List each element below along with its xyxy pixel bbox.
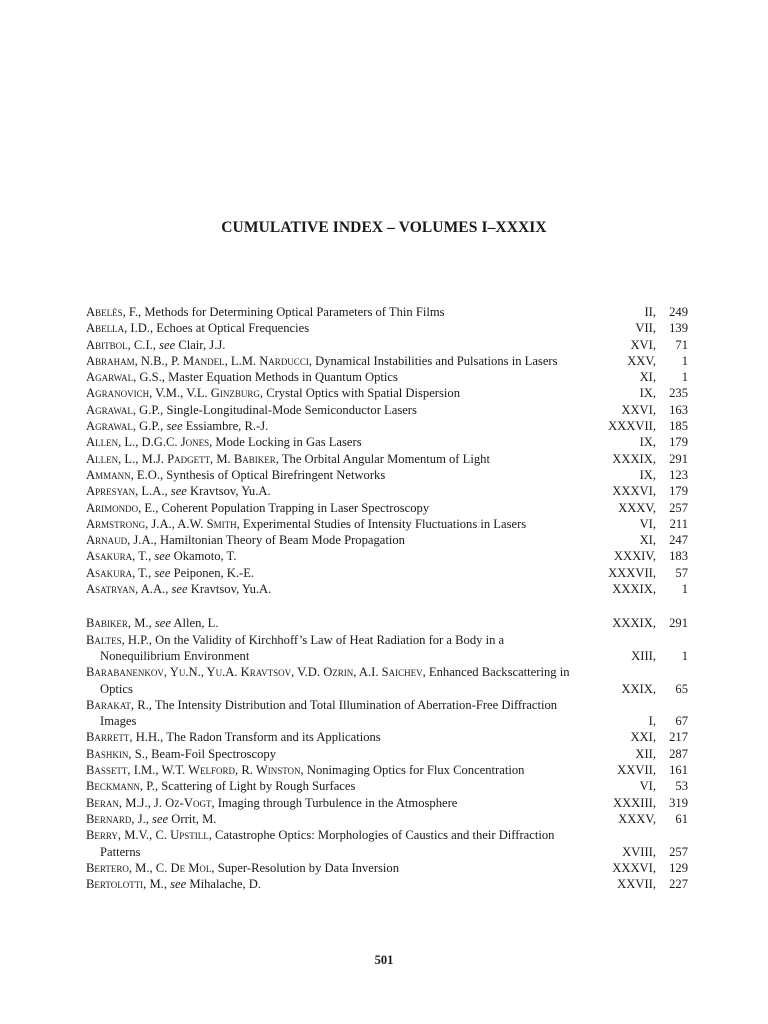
entry-reference (590, 648, 688, 664)
entry-see: see (167, 484, 187, 499)
entry-reference (590, 516, 688, 532)
entry-volume: VI, (639, 516, 656, 531)
entry-reference (590, 500, 688, 516)
entry-page: 123 (669, 467, 688, 482)
index-entry (86, 467, 688, 483)
entry-page: 61 (675, 811, 688, 826)
entry-title: Scattering of Light by Rough Surfaces (158, 779, 356, 794)
entry-page: 227 (669, 877, 688, 892)
entry-authors: Agrawal, G.P., (86, 402, 164, 417)
entry-reference (590, 320, 688, 336)
entry-title: Okamoto, T. (170, 549, 237, 564)
index-entry (86, 697, 688, 730)
entry-reference (590, 762, 688, 778)
index-entry (86, 581, 688, 597)
entry-authors: Abitbol, C.I., (86, 337, 156, 352)
entry-text (86, 762, 584, 778)
entry-reference (590, 860, 688, 876)
entry-authors: Berry, M.V., C. Upstill, (86, 828, 212, 843)
entry-text (86, 565, 584, 581)
index-entry (86, 337, 688, 353)
entry-reference (590, 713, 688, 729)
page-title: CUMULATIVE INDEX – VOLUMES I–XXXIX (221, 219, 547, 236)
index-entry (86, 434, 688, 450)
entry-text (86, 581, 584, 597)
index-entry (86, 500, 688, 516)
entry-authors: Bassett, I.M., W.T. Welford, R. Winston, (86, 763, 304, 778)
entry-volume: IX, (639, 435, 656, 450)
entry-text (86, 402, 584, 418)
entry-page: 235 (669, 386, 688, 401)
entry-page: 57 (675, 565, 688, 580)
entry-volume: XVIII, (622, 844, 656, 859)
index-entry (86, 516, 688, 532)
entry-title: Echoes at Optical Frequencies (153, 321, 310, 336)
entry-text (86, 811, 584, 827)
entry-volume: XXXVI, (612, 860, 656, 875)
entry-page: 291 (669, 451, 688, 466)
entry-text (86, 434, 584, 450)
index-entry (86, 304, 688, 320)
entry-reference (590, 304, 688, 320)
entry-volume: XXXVII, (608, 419, 656, 434)
entry-volume: XXV, (627, 353, 656, 368)
entry-reference (590, 532, 688, 548)
entry-page: 163 (669, 402, 688, 417)
entry-title: Single-Longitudinal-Mode Semiconductor Lasers (163, 402, 417, 417)
entry-authors: Barabanenkov, Yu.N., Yu.A. Kravtsov, V.D. Ozrin, A.I. Saichev, (86, 665, 426, 680)
entry-title: Essiambre, R.-J. (182, 419, 269, 434)
entry-title: Hamiltonian Theory of Beam Mode Propagation (156, 533, 405, 548)
entry-title: Beam-Foil Spectroscopy (148, 746, 277, 761)
index-entry (86, 632, 688, 665)
entry-page: 247 (669, 533, 688, 548)
entry-reference (590, 615, 688, 631)
index-entry (86, 746, 688, 762)
entry-authors: Armstrong, J.A., A.W. Smith, (86, 516, 240, 531)
entry-reference (590, 548, 688, 564)
index-entry (86, 532, 688, 548)
entry-page: 71 (675, 337, 688, 352)
entry-text (86, 516, 584, 532)
entry-volume: XXXIV, (613, 549, 656, 564)
entry-page: 183 (669, 549, 688, 564)
entry-reference (590, 844, 688, 860)
entry-volume: XI, (639, 533, 656, 548)
entry-page: 319 (669, 795, 688, 810)
entry-title: Nonimaging Optics for Flux Concentration (303, 763, 525, 778)
entry-title: Allen, L. (170, 616, 219, 631)
entry-volume: XXXV, (618, 811, 656, 826)
entry-title: The Orbital Angular Momentum of Light (278, 451, 490, 466)
entry-volume: XXI, (630, 730, 656, 745)
entry-text (86, 385, 584, 401)
entry-volume: XXXIII, (612, 795, 656, 810)
entry-text (86, 697, 584, 730)
entry-authors: Asakura, T., (86, 549, 152, 564)
entry-authors: Arnaud, J.A., (86, 533, 157, 548)
entry-title: On the Validity of Kirchhoff’s Law of Heat Radiation for a Body in a Nonequilibrium Environment (100, 632, 505, 663)
entry-reference (590, 451, 688, 467)
entry-text (86, 548, 584, 564)
entry-title: Kravtsov, Yu.A. (187, 582, 272, 597)
entry-title: Synthesis of Optical Birefringent Networks (163, 467, 386, 482)
entry-title: Catastrophe Optics: Morphologies of Caustics and their Diffraction Patterns (100, 828, 555, 859)
entry-page: 67 (675, 714, 688, 729)
index-entry (86, 795, 688, 811)
entry-text (86, 827, 584, 860)
entry-volume: XXXIX, (612, 616, 656, 631)
entry-text (86, 632, 584, 665)
entry-text (86, 304, 584, 320)
entry-reference (590, 729, 688, 745)
entry-reference (590, 581, 688, 597)
entry-text (86, 483, 584, 499)
entry-page: 211 (669, 516, 688, 531)
entry-see: see (163, 419, 183, 434)
group-separator (86, 597, 688, 615)
entry-authors: Barakat, R., (86, 697, 152, 712)
entry-text (86, 615, 584, 631)
entry-volume: IX, (639, 467, 656, 482)
entry-reference (590, 467, 688, 483)
entry-see: see (148, 811, 169, 826)
entry-see: see (166, 877, 187, 892)
entry-authors: Allen, L., D.G.C. Jones, (86, 435, 213, 450)
entry-reference (590, 681, 688, 697)
entry-text (86, 353, 584, 369)
entry-title: The Radon Transform and its Applications (163, 730, 381, 745)
entry-page: 161 (669, 763, 688, 778)
entry-text (86, 451, 584, 467)
entry-text (86, 729, 584, 745)
entry-volume: XXVII, (617, 877, 656, 892)
entry-reference (590, 353, 688, 369)
entry-title: Dynamical Instabilities and Pulsations in Lasers (311, 353, 558, 368)
entry-authors: Bertero, M., C. De Mol, (86, 860, 215, 875)
entry-reference (590, 418, 688, 434)
entry-authors: Agarwal, G.S., (86, 370, 165, 385)
entry-page: 179 (669, 435, 688, 450)
entry-page: 257 (669, 844, 688, 859)
entry-see: see (151, 616, 171, 631)
entry-text (86, 418, 584, 434)
entry-title: The Intensity Distribution and Total Illumination of Aberration-Free Diffraction Images (100, 697, 558, 729)
entry-page: 53 (675, 779, 688, 794)
entry-page: 249 (669, 305, 688, 319)
entry-title: Imaging through Turbulence in the Atmosphere (214, 795, 458, 810)
entry-volume: XVI, (630, 337, 656, 352)
index-entry (86, 876, 688, 892)
entry-authors: Agranovich, V.M., V.L. Ginzburg, (86, 386, 264, 401)
entry-text (86, 664, 584, 697)
entry-text (86, 500, 584, 516)
entry-page: 1 (681, 370, 688, 385)
entry-reference (590, 337, 688, 353)
entry-volume: XXVII, (617, 763, 656, 778)
entry-volume: XXXVII, (608, 565, 656, 580)
entry-text (86, 860, 584, 876)
entry-volume: VI, (639, 779, 656, 794)
entry-page: 217 (669, 730, 688, 745)
entry-title: Mihalache, D. (186, 877, 262, 892)
entry-volume: I, (648, 714, 656, 729)
index-entry (86, 778, 688, 794)
entry-authors: Agrawal, G.P., (86, 419, 164, 434)
entry-authors: Ammann, E.O., (86, 467, 164, 482)
index-entry (86, 451, 688, 467)
index-entry (86, 729, 688, 745)
index-list (86, 304, 688, 892)
entry-volume: XII, (635, 746, 656, 761)
entry-title: Crystal Optics with Spatial Dispersion (263, 386, 460, 401)
entry-authors: Abella, I.D., (86, 321, 154, 336)
entry-volume: XXIX, (621, 681, 656, 696)
entry-see: see (155, 337, 176, 352)
entry-authors: Baltes, H.P., (86, 632, 153, 647)
entry-reference (590, 369, 688, 385)
entry-see: see (168, 582, 188, 597)
entry-text (86, 778, 584, 794)
entry-reference (590, 746, 688, 762)
entry-text (86, 532, 584, 548)
entry-page: 257 (669, 500, 688, 515)
entry-page: 139 (669, 321, 688, 336)
entry-page: 1 (681, 353, 688, 368)
entry-text (86, 320, 584, 336)
entry-authors: Babiker, M., (86, 616, 152, 631)
entry-text (86, 467, 584, 483)
index-entry (86, 369, 688, 385)
index-entry (86, 565, 688, 581)
entry-reference (590, 385, 688, 401)
entry-reference (590, 483, 688, 499)
entry-authors: Bertolotti, M., (86, 877, 167, 892)
index-entry (86, 762, 688, 778)
entry-authors: Bashkin, S., (86, 746, 148, 761)
entry-authors: Beckmann, P., (86, 779, 159, 794)
entry-page: 185 (669, 419, 688, 434)
entry-page: 287 (669, 746, 688, 761)
entry-volume: XXXVI, (612, 484, 656, 499)
entry-title: Clair, J.J. (175, 337, 226, 352)
entry-volume: XXXIX, (612, 582, 656, 597)
index-entry (86, 664, 688, 697)
entry-page: 291 (669, 616, 688, 631)
entry-volume: II, (644, 305, 656, 319)
entry-authors: Bernard, J., (86, 811, 149, 826)
index-entry (86, 385, 688, 401)
entry-volume: XI, (639, 370, 656, 385)
entry-volume: XXVI, (621, 402, 656, 417)
entry-volume: XXXV, (618, 500, 656, 515)
entry-text (86, 369, 584, 385)
index-entry (86, 827, 688, 860)
index-entry (86, 548, 688, 564)
entry-reference (590, 434, 688, 450)
entry-authors: Arimondo, E., (86, 500, 159, 515)
entry-authors: Abelès, F., (86, 305, 142, 319)
entry-volume: XIII, (631, 648, 656, 663)
entry-title: Kravtsov, Yu.A. (186, 484, 271, 499)
entry-text (86, 746, 584, 762)
entry-authors: Apresyan, L.A., (86, 484, 168, 499)
entry-reference (590, 778, 688, 794)
index-entry (86, 353, 688, 369)
entry-text (86, 795, 584, 811)
entry-title: Mode Locking in Gas Lasers (212, 435, 362, 450)
page-number: 501 (374, 953, 394, 967)
entry-see: see (151, 565, 171, 580)
entry-page: 129 (669, 860, 688, 875)
entry-title: Enhanced Backscattering in Optics (100, 665, 570, 696)
index-entry (86, 402, 688, 418)
entry-see: see (151, 549, 171, 564)
entry-authors: Asakura, T., (86, 565, 152, 580)
index-entry (86, 860, 688, 876)
index-entry (86, 320, 688, 336)
entry-title: Methods for Determining Optical Parameters of Thin Films (141, 305, 445, 319)
entry-page: 1 (681, 582, 688, 597)
entry-text (86, 337, 584, 353)
entry-authors: Beran, M.J., J. Oz-Vogt, (86, 795, 215, 810)
index-entry (86, 418, 688, 434)
entry-page: 179 (669, 484, 688, 499)
entry-volume: IX, (639, 386, 656, 401)
entry-title: Experimental Studies of Intensity Fluctuations in Lasers (239, 516, 527, 531)
entry-title: Master Equation Methods in Quantum Optics (164, 370, 398, 385)
entry-title: Orrit, M. (168, 811, 217, 826)
entry-page: 1 (681, 648, 688, 663)
entry-reference (590, 565, 688, 581)
entry-page: 65 (675, 681, 688, 696)
entry-authors: Abraham, N.B., P. Mandel, L.M. Narducci, (86, 353, 312, 368)
entry-title: Coherent Population Trapping in Laser Spectroscopy (158, 500, 430, 515)
index-entry (86, 615, 688, 631)
entry-authors: Allen, L., M.J. Padgett, M. Babiker, (86, 451, 279, 466)
index-entry (86, 811, 688, 827)
entry-title: Peiponen, K.-E. (170, 565, 255, 580)
entry-volume: XXXIX, (612, 451, 656, 466)
entry-reference (590, 876, 688, 892)
entry-text (86, 876, 584, 892)
index-entry (86, 483, 688, 499)
entry-title: Super-Resolution by Data Inversion (214, 860, 400, 875)
entry-reference (590, 795, 688, 811)
entry-reference (590, 402, 688, 418)
entry-authors: Barrett, H.H., (86, 730, 164, 745)
entry-reference (590, 811, 688, 827)
entry-volume: VII, (635, 321, 656, 336)
entry-authors: Asatryan, A.A., (86, 582, 169, 597)
